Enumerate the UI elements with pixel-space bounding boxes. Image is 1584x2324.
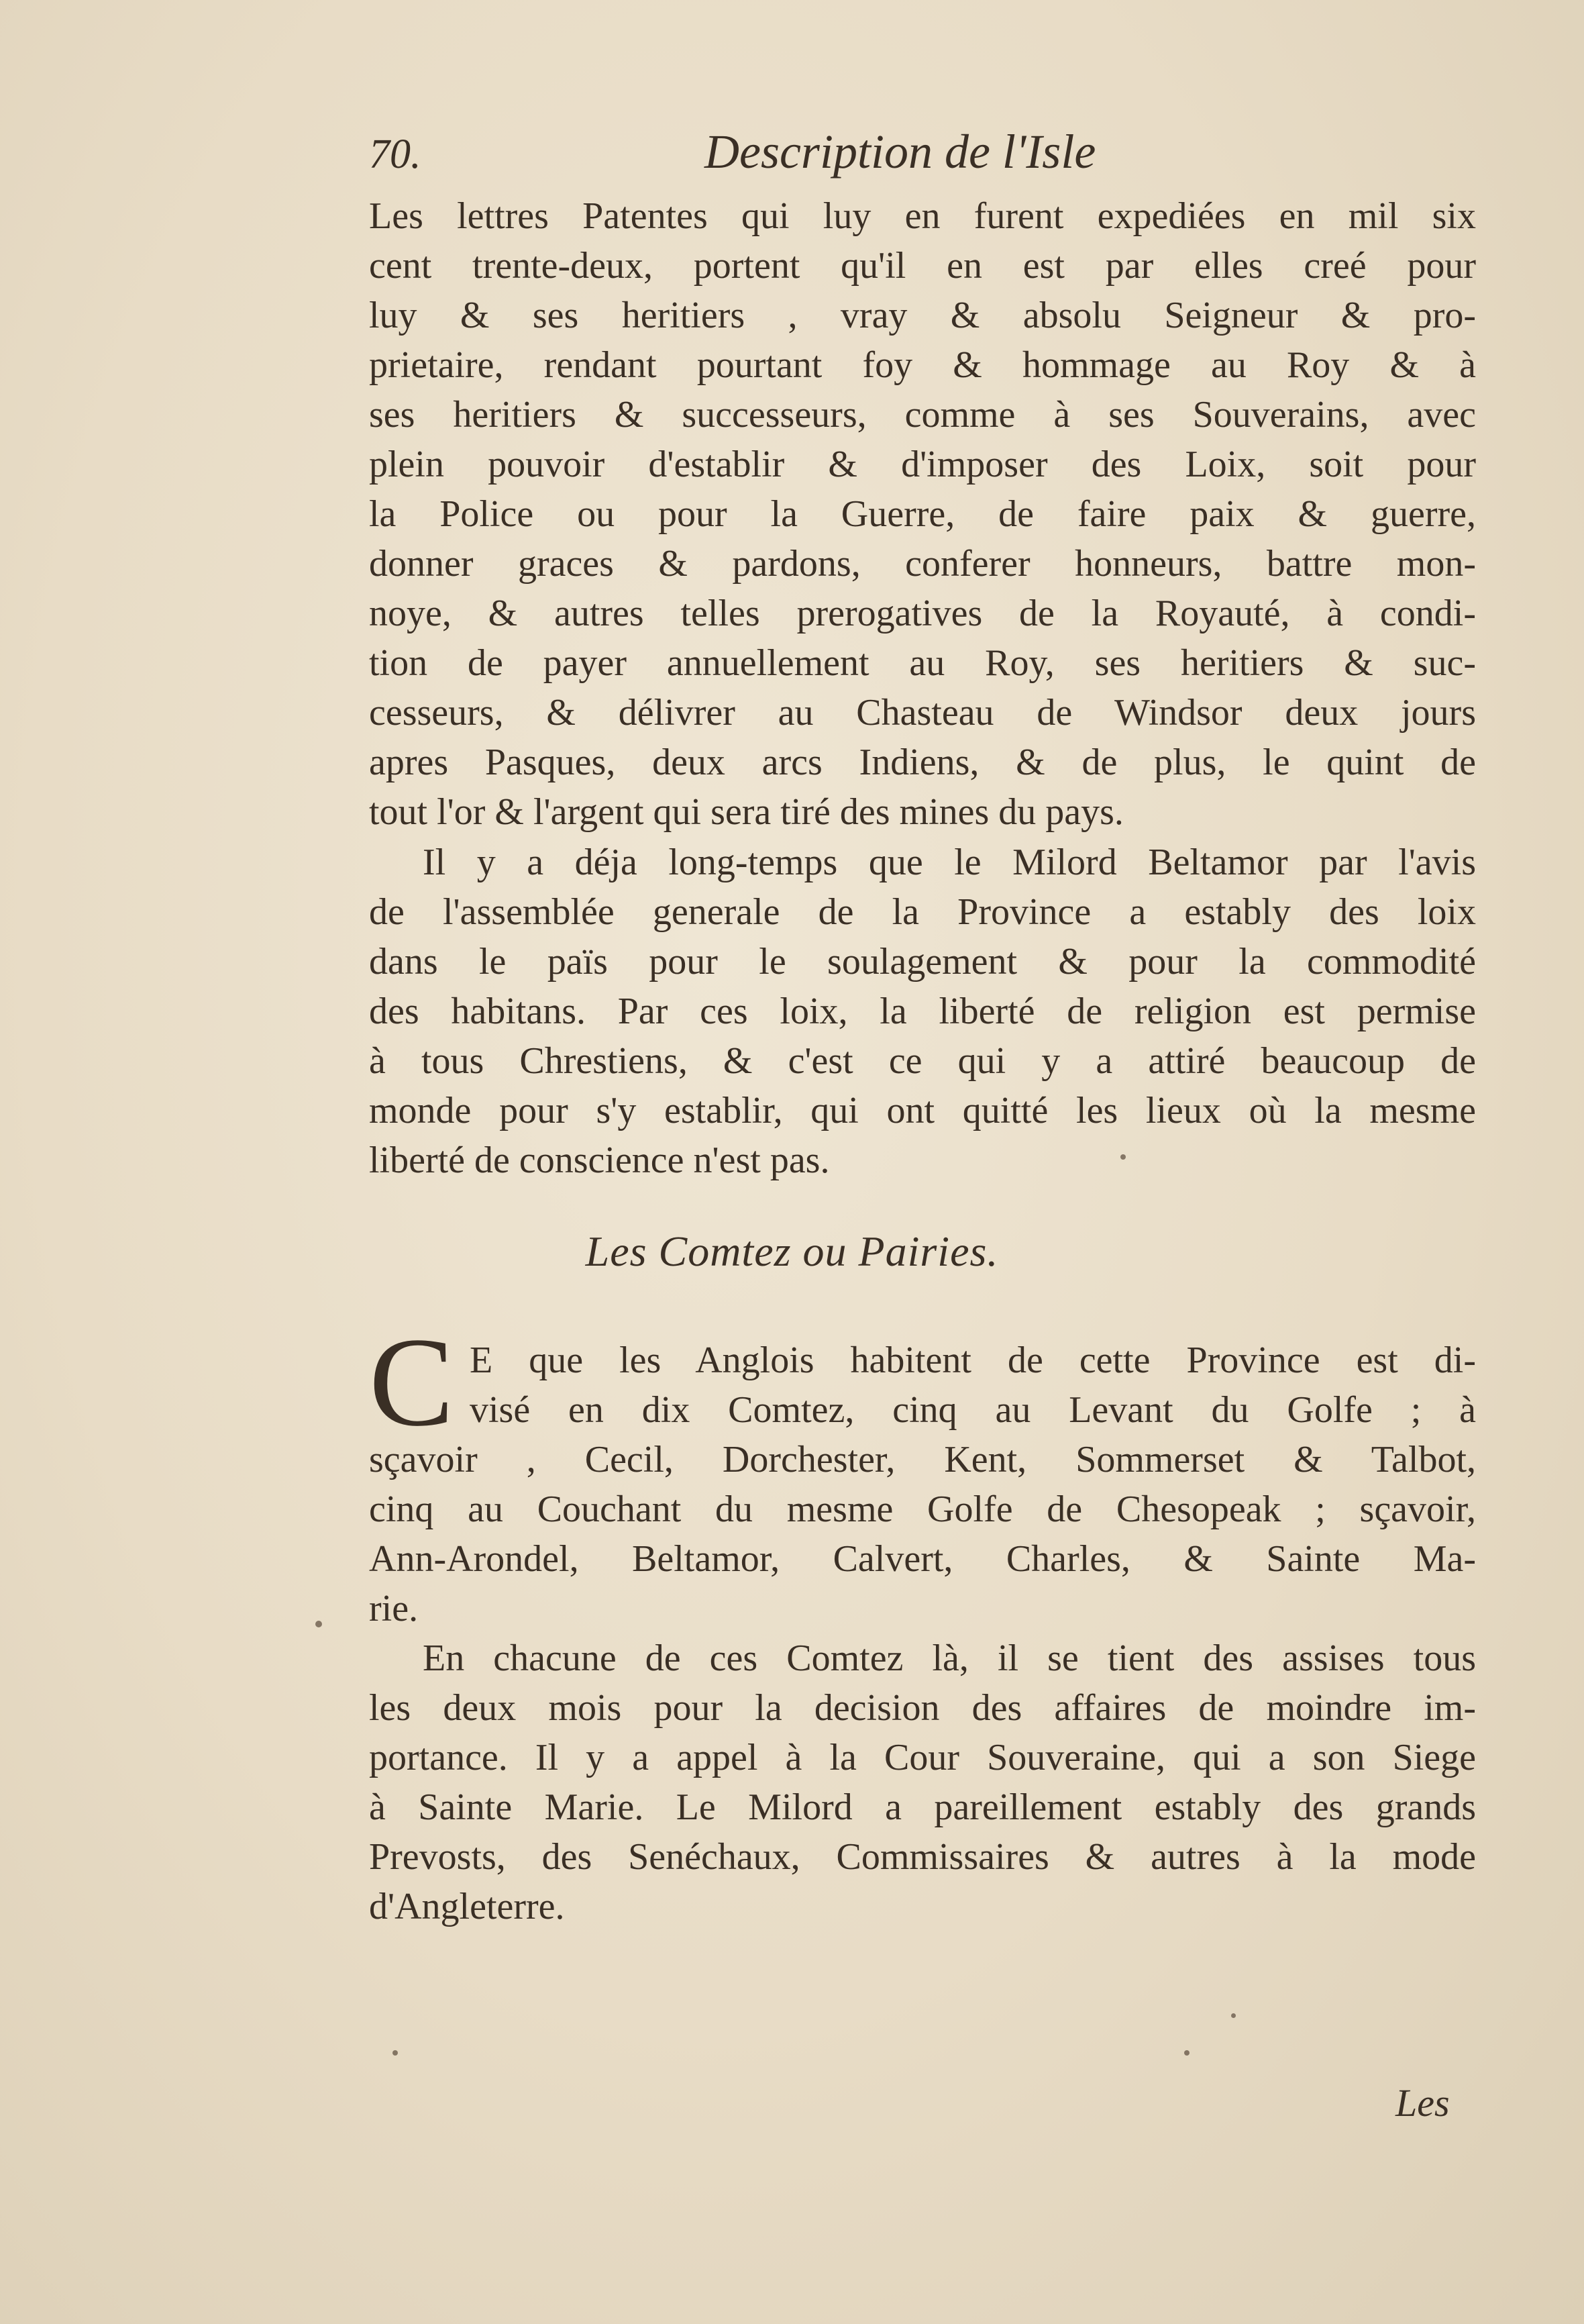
text-line: des habitans. Par ces loix, la liberté de religion est permise — [369, 991, 1476, 1032]
text-line: E que les Anglois habitent de cette Province est di- — [470, 1340, 1476, 1381]
text-line: à tous Chrestiens, & c'est ce qui y a attiré beaucoup de — [369, 1040, 1476, 1082]
text-line: à Sainte Marie. Le Milord a pareillement estably des grands — [369, 1786, 1476, 1828]
text-line: tout l'or & l'argent qui sera tiré des mines du pays. — [369, 791, 1124, 833]
text-line: En chacune de ces Comtez là, il se tient des assises tous — [423, 1637, 1476, 1679]
running-head: Description de l'Isle — [704, 125, 1096, 179]
text-line: la Police ou pour la Guerre, de faire paix & guerre, — [369, 493, 1476, 535]
text-line: Prevosts, des Senéchaux, Commissaires & autres à la mode — [369, 1836, 1476, 1878]
text-line: Il y a déja long-temps que le Milord Beltamor par l'avis — [423, 842, 1476, 883]
text-line: monde pour s'y establir, qui ont quitté les lieux où la mesme — [369, 1090, 1476, 1131]
text-line: rie. — [369, 1588, 419, 1629]
text-line: d'Angleterre. — [369, 1886, 565, 1927]
text-line: cesseurs, & délivrer au Chasteau de Windsor deux jours — [369, 692, 1476, 734]
text-line: donner graces & pardons, conferer honneurs, battre mon- — [369, 543, 1476, 585]
text-line: ses heritiers & successeurs, comme à ses Souverains, avec — [369, 394, 1476, 436]
text-line: luy & ses heritiers , vray & absolu Seigneur & pro- — [369, 295, 1476, 336]
text-line: visé en dix Comtez, cinq au Levant du Golfe ; à — [470, 1389, 1476, 1431]
text-line: tion de payer annuellement au Roy, ses heritiers & suc- — [369, 642, 1476, 684]
page-number: 70. — [369, 132, 421, 177]
paragraph-3 — [369, 1335, 1476, 1633]
ink-speck — [392, 2050, 398, 2056]
text-line: de l'assemblée generale de la Province a estably des loix — [369, 891, 1476, 933]
ink-speck — [315, 1621, 322, 1627]
text-line: prietaire, rendant pourtant foy & hommage au Roy & à — [369, 344, 1476, 386]
text-line: cent trente-deux, portent qu'il en est par elles creé pour — [369, 245, 1476, 287]
text-line: portance. Il y a appel à la Cour Souveraine, qui a son Siege — [369, 1737, 1476, 1778]
section-title: Les Comtez ou Pairies. — [585, 1227, 999, 1275]
paragraph-2 — [369, 838, 1476, 1185]
text-line: plein pouvoir d'establir & d'imposer des Loix, soit pour — [369, 444, 1476, 485]
paragraph-4 — [369, 1633, 1476, 1931]
ink-speck — [1184, 2050, 1190, 2056]
text-line: dans le païs pour le soulagement & pour la commodité — [369, 941, 1476, 982]
text-line: les deux mois pour la decision des affaires de moindre im- — [369, 1687, 1476, 1729]
drop-cap: C — [369, 1312, 454, 1453]
text-line: Ann-Arondel, Beltamor, Calvert, Charles, & Sainte Ma- — [369, 1538, 1476, 1580]
catchword: Les — [1395, 2081, 1450, 2125]
text-line: sçavoir , Cecil, Dorchester, Kent, Sommerset & Talbot, — [369, 1439, 1476, 1480]
text-line: cinq au Couchant du mesme Golfe de Chesopeak ; sçavoir, — [369, 1488, 1476, 1530]
ink-speck — [1120, 1154, 1126, 1160]
text-line: noye, & autres telles prerogatives de la Royauté, à condi- — [369, 593, 1476, 634]
ink-speck — [1231, 2013, 1236, 2018]
page-header — [369, 124, 1174, 191]
text-line: liberté de conscience n'est pas. — [369, 1140, 830, 1181]
paragraph-1 — [369, 191, 1476, 837]
text-line: Les lettres Patentes qui luy en furent expediées en mil six — [369, 195, 1476, 237]
text-line: apres Pasques, deux arcs Indiens, & de plus, le quint de — [369, 742, 1476, 783]
